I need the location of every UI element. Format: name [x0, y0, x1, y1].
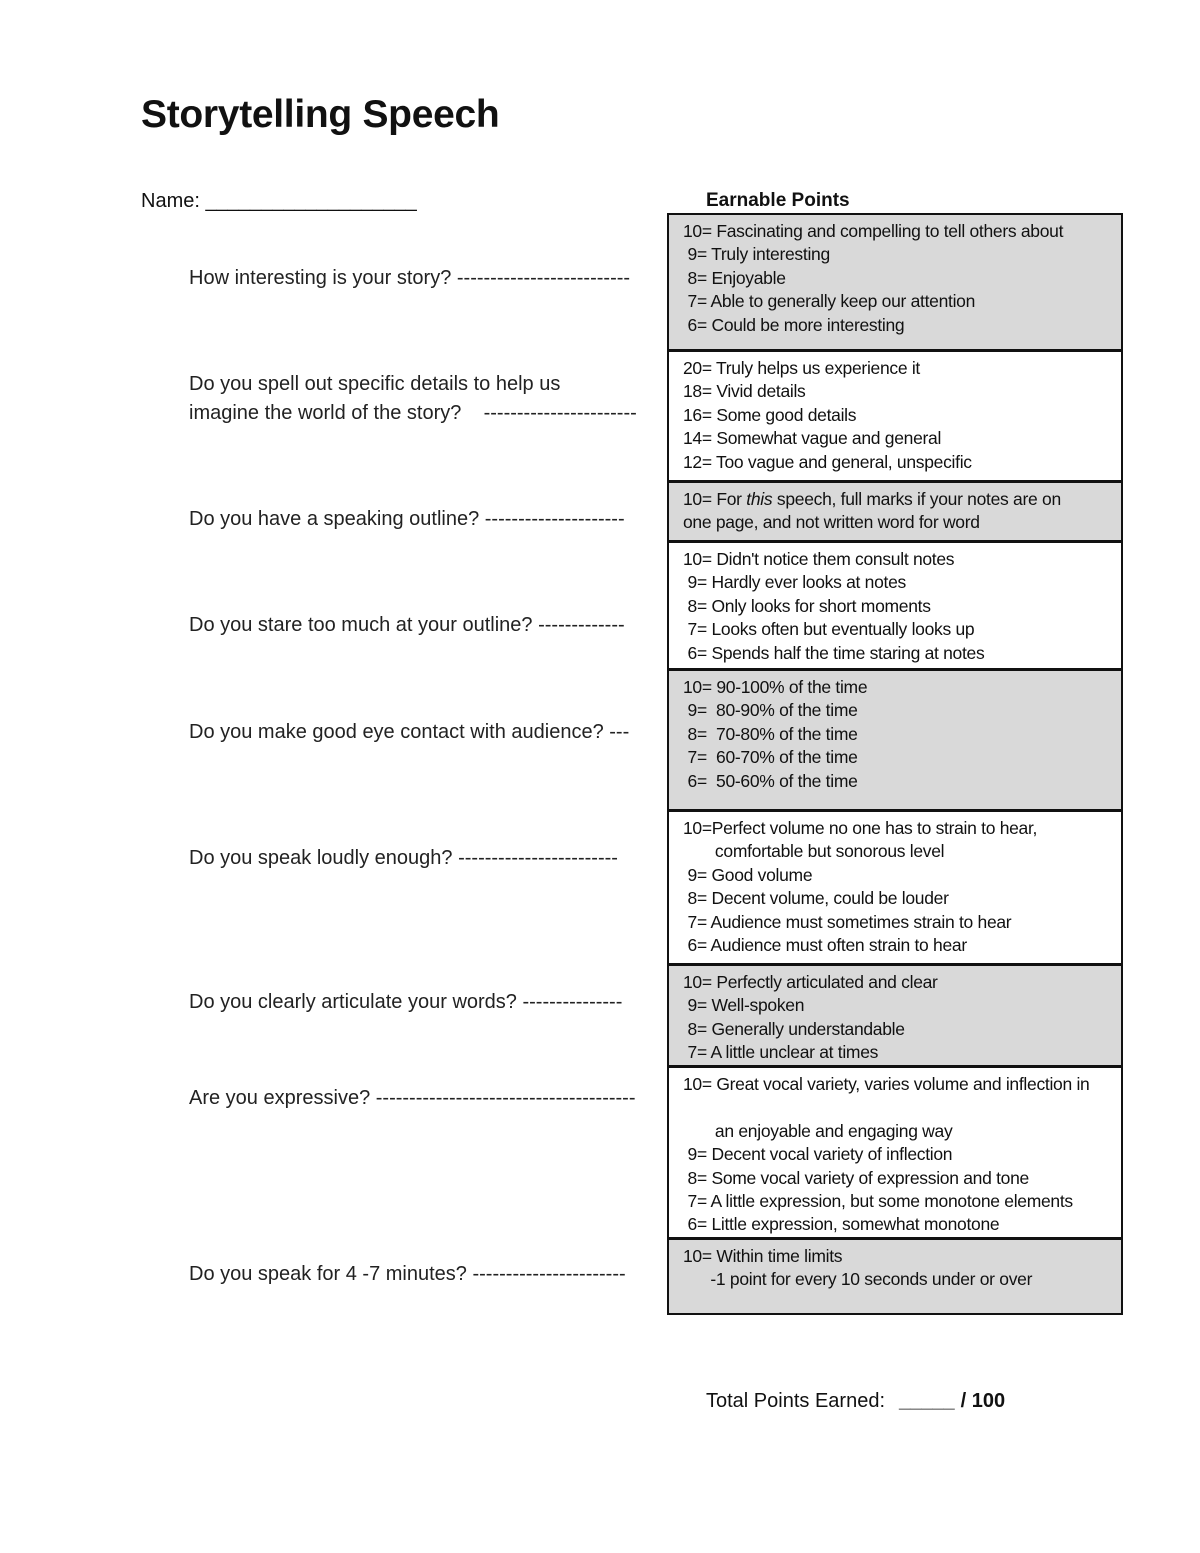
- points-line: 9= Good volume: [683, 864, 813, 885]
- points-line: 8= Generally understandable: [683, 1018, 905, 1039]
- points-line: 10= Within time limits: [683, 1246, 843, 1266]
- points-line: one page, and not written word for word: [683, 512, 980, 533]
- points-line: 10= Perfectly articulated and clear: [683, 972, 938, 992]
- points-line: 18= Vivid details: [683, 381, 806, 402]
- criterion-question: Do you clearly articulate your words? ---------------: [189, 991, 623, 1013]
- criterion-question: Do you have a speaking outline? ---------------------: [189, 508, 625, 530]
- points-line: comfortable but sonorous level: [683, 841, 945, 862]
- points-line: 10= For this speech, full marks if your notes are on: [683, 489, 1061, 509]
- points-line: 16= Some good details: [683, 404, 857, 425]
- points-line: 9= 80-90% of the time: [683, 700, 858, 721]
- points-line: 7= Able to generally keep our attention: [683, 291, 976, 312]
- criterion-question: Do you speak loudly enough? ------------------------: [189, 847, 618, 869]
- criterion-question: Are you expressive? ---------------------------------------: [189, 1087, 636, 1109]
- points-line: 8= Some vocal variety of expression and tone: [683, 1167, 1029, 1188]
- points-line: 14= Somewhat vague and general: [683, 428, 942, 449]
- points-line: 7= A little unclear at times: [683, 1042, 879, 1063]
- points-line: 10= Fascinating and compelling to tell others about: [683, 221, 1064, 241]
- total-points: [706, 1390, 1005, 1413]
- points-line: 10= 90-100% of the time: [683, 677, 868, 697]
- points-line: 12= Too vague and general, unspecific: [683, 451, 972, 472]
- points-line: 7= Looks often but eventually looks up: [683, 619, 975, 640]
- points-line: 8= Enjoyable: [683, 267, 786, 288]
- emphasis: this: [746, 489, 773, 509]
- points-line: 7= 60-70% of the time: [683, 747, 858, 768]
- points-line: 10= Didn't notice them consult notes: [683, 549, 955, 569]
- points-box: [667, 669, 1123, 811]
- points-line: 6= Could be more interesting: [683, 314, 905, 335]
- earnable-points-header: Earnable Points: [706, 190, 850, 211]
- criterion-question: Do you spell out specific details to help us imagine the world of the story? -----------------------: [189, 373, 637, 424]
- points-line: 8= 70-80% of the time: [683, 723, 858, 744]
- points-line: 8= Only looks for short moments: [683, 595, 931, 616]
- points-line: 20= Truly helps us experience it: [683, 358, 920, 378]
- criterion-question: Do you speak for 4 -7 minutes? -----------------------: [189, 1263, 626, 1285]
- points-line: 7= A little expression, but some monotone elements: [683, 1191, 1073, 1212]
- name-field[interactable]: Name: ___________________: [141, 190, 417, 212]
- points-line: 6= 50-60% of the time: [683, 770, 858, 791]
- points-line: 6= Little expression, somewhat monotone: [683, 1214, 1000, 1235]
- points-line: [683, 1096, 1121, 1119]
- points-line: -1 point for every 10 seconds under or over: [683, 1269, 1033, 1290]
- points-box: [667, 1238, 1123, 1315]
- points-box: [667, 964, 1123, 1067]
- points-box: [667, 541, 1123, 670]
- points-line: 9= Truly interesting: [683, 244, 830, 265]
- points-box: [667, 1066, 1123, 1239]
- points-line: 8= Decent volume, could be louder: [683, 888, 949, 909]
- points-line: 6= Audience must often strain to hear: [683, 935, 967, 956]
- points-line: 6= Spends half the time staring at notes: [683, 642, 985, 663]
- points-box: [667, 350, 1123, 482]
- criterion-question: Do you stare too much at your outline? -------------: [189, 614, 625, 636]
- criterion-question: Do you make good eye contact with audience? ---: [189, 721, 630, 743]
- page-title: Storytelling Speech: [141, 93, 500, 136]
- points-line: an enjoyable and engaging way: [683, 1120, 953, 1141]
- points-line: 10= Great vocal variety, varies volume and inflection in: [683, 1074, 1090, 1094]
- points-box: [667, 481, 1123, 542]
- points-line: 9= Hardly ever looks at notes: [683, 572, 906, 593]
- total-label: Total Points Earned:: [706, 1390, 885, 1412]
- points-line: 9= Decent vocal variety of inflection: [683, 1144, 953, 1165]
- total-blank[interactable]: _____: [899, 1390, 955, 1412]
- total-out-of: / 100: [960, 1390, 1006, 1412]
- points-line: 7= Audience must sometimes strain to hear: [683, 911, 1012, 932]
- criterion-question: How interesting is your story? --------------------------: [189, 267, 631, 289]
- points-box: [667, 810, 1123, 965]
- points-line: 9= Well-spoken: [683, 995, 805, 1016]
- points-box: [667, 213, 1123, 351]
- points-line: 10=Perfect volume no one has to strain to hear,: [683, 818, 1038, 838]
